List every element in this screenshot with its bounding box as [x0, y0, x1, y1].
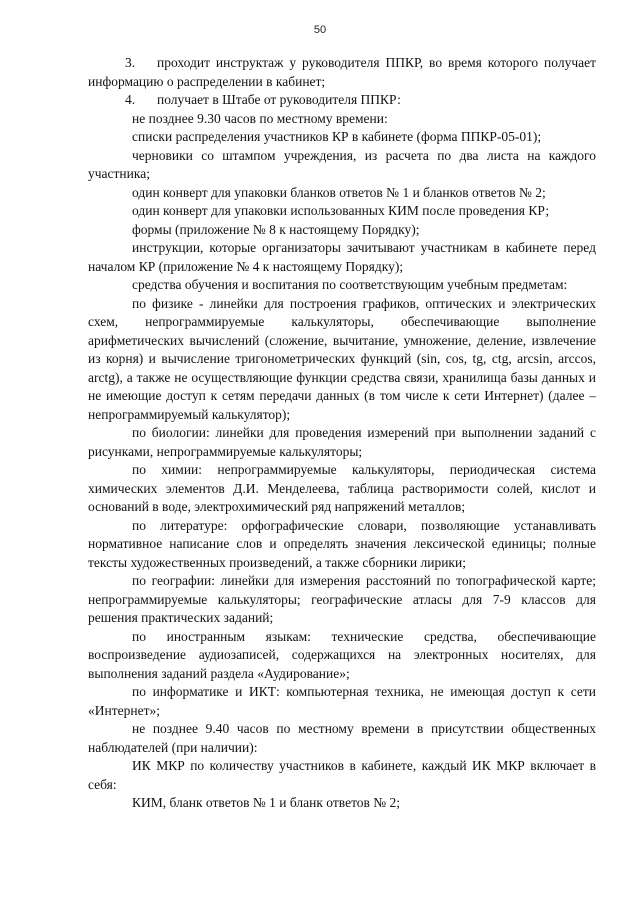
paragraph: черновики со штампом учреждения, из расчета по два листа на каждого участника; [88, 147, 596, 181]
paragraph: один конверт для упаковки бланков ответов № 1 и бланков ответов № 2; [132, 184, 546, 200]
paragraph: по физике - линейки для построения графиков, оптических и электрических схем, непрограммируемые калькуляторы, обеспечивающие выполнение арифметических вычислений (сложение, вычитание, умножение, деление, извлечение из корня) и вычисление тригонометрических функций (sin, cos, tg, ctg, arcsin, arccos, arctg), а также не осуществляющие функции средства связи, хранилища базы данных и не имеющие доступ к сетям передачи данных (в том числе к сети Интернет) (далее – непрограммируемый калькулятор); [88, 295, 596, 422]
paragraph: списки распределения участников КР в кабинете (форма ППКР-05-01); [132, 129, 542, 144]
paragraph: не позднее 9.40 часов по местному времени в присутствии общественных наблюдателей (при наличии): [88, 721, 596, 755]
paragraph-text: проходит инструктаж у руководителя ППКР, во время которого получает информацию о распределении в кабинет; [88, 55, 596, 89]
paragraph: по информатике и ИКТ: компьютерная техника, не имеющая доступ к сети «Интернет»; [88, 684, 596, 718]
paragraph: по иностранным языкам: технические средства, обеспечивающие воспроизведение аудиозаписей, содержащихся на электронных носителях, для выполнения заданий раздела «Аудирование»; [88, 628, 596, 681]
paragraph: инструкции, которые организаторы зачитывают участникам в кабинете перед началом КР (приложение № 4 к настоящему Порядку); [88, 240, 596, 274]
page-number: 50 [313, 24, 327, 36]
paragraph: не позднее 9.30 часов по местному времени: [132, 110, 388, 126]
paragraph: КИМ, бланк ответов № 1 и бланк ответов № 2; [132, 795, 401, 810]
paragraph: по географии: линейки для измерения расстояний по топографической карте; непрограммируемые калькуляторы; географические атласы для 7-9 классов для решения практических заданий; [88, 573, 596, 625]
list-number: 4. [125, 92, 136, 107]
paragraph: по биологии: линейки для проведения измерений при выполнении заданий с рисунками, непрограммируемые калькуляторы; [88, 425, 596, 459]
paragraph: средства обучения и воспитания по соответствующим учебным предметам: [132, 277, 568, 292]
paragraph: один конверт для упаковки использованных КИМ после проведения КР; [132, 203, 550, 218]
document-body [88, 54, 596, 813]
paragraph-text: получает в Штабе от руководителя ППКР: [157, 92, 401, 107]
paragraph-item-4 [88, 91, 596, 110]
paragraph: формы (приложение № 8 к настоящему Порядку); [132, 221, 420, 237]
paragraph-item-3 [88, 54, 596, 91]
paragraph: ИК МКР по количеству участников в кабинете, каждый ИК МКР включает в себя: [88, 758, 596, 792]
list-number: 3. [125, 55, 136, 70]
paragraph: по литературе: орфографические словари, позволяющие устанавливать нормативное написание слов и определять значения лексической единицы; полные тексты художественных произведений, а также сборники лирики; [88, 517, 596, 570]
paragraph: по химии: непрограммируемые калькуляторы, периодическая система химических элементов Д.И. Менделеева, таблица растворимости солей, кислот и оснований в воде, электрохимический ряд напряжений металлов; [88, 462, 596, 514]
